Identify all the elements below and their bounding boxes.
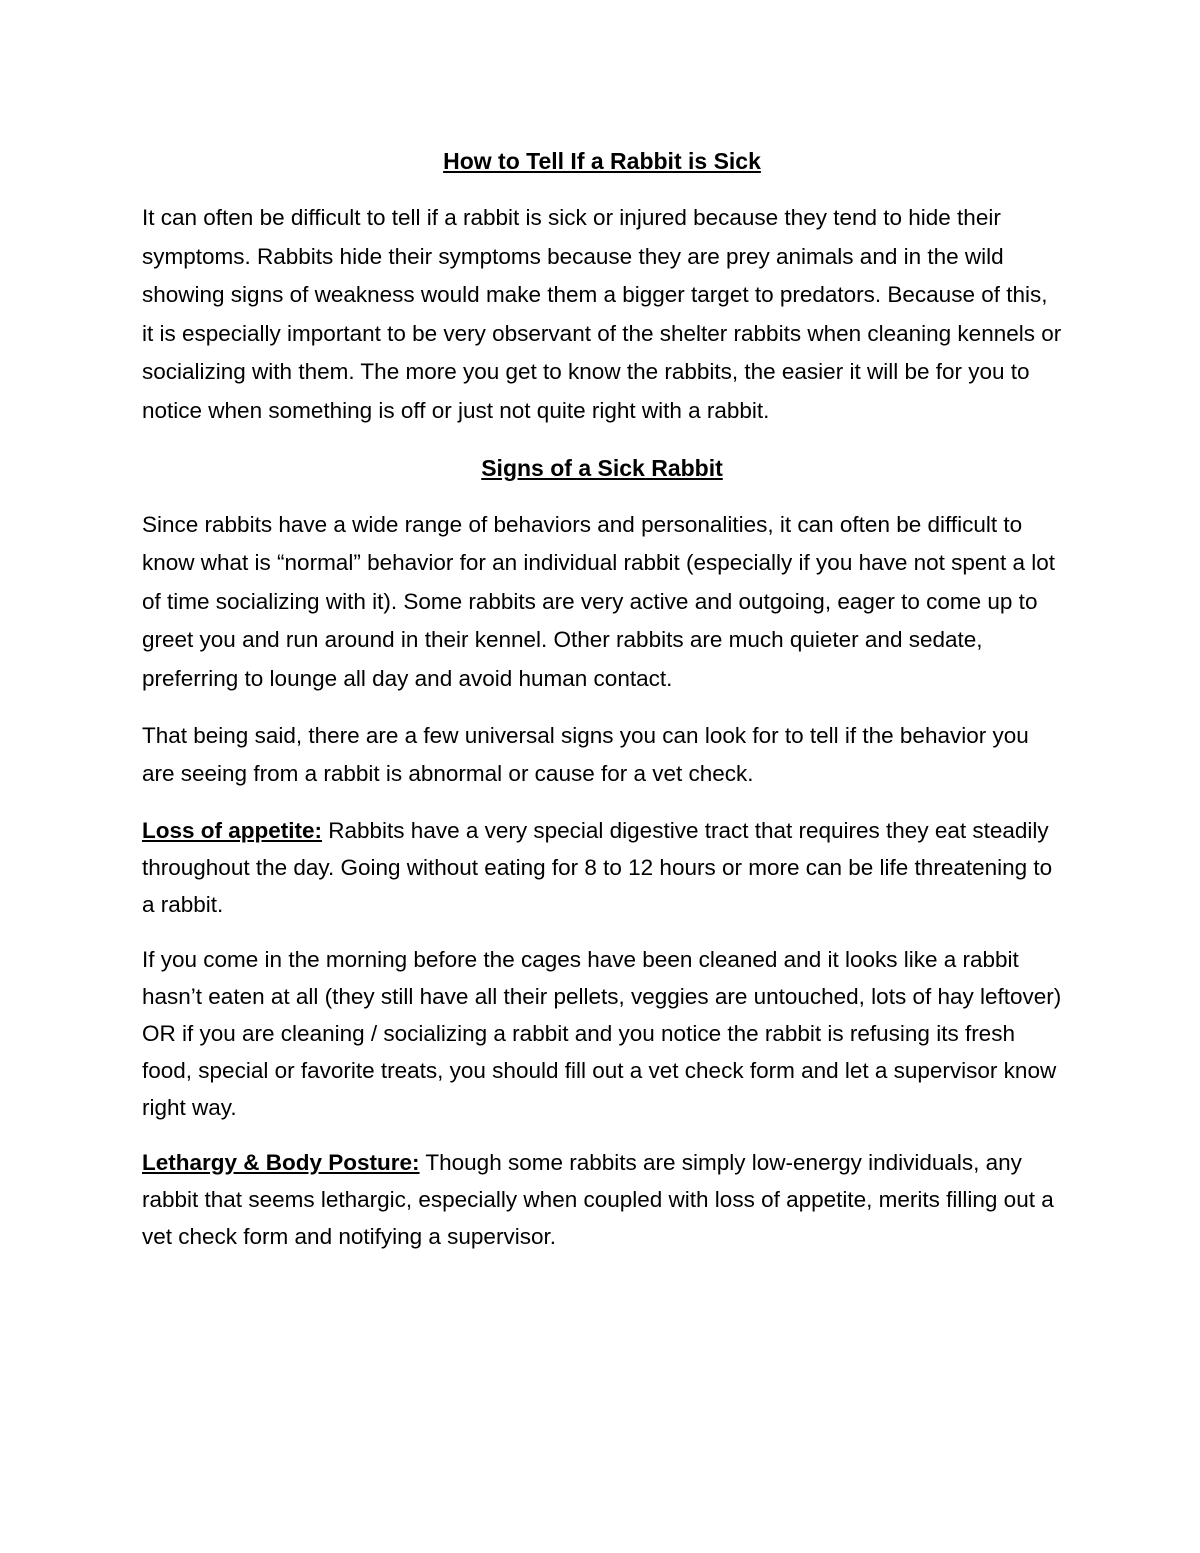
lethargy-paragraph xyxy=(142,1144,1062,1255)
section-paragraph-behaviors: Since rabbits have a wide range of behaviors and personalities, it can often be difficult to know what is “normal” behavior for an individual rabbit (especially if you have not spent a lot of time socializing with it). Some rabbits are very active and outgoing, eager to come up to greet you and run around in their kennel. Other rabbits are much quieter and sedate, preferring to lounge all day and avoid human contact. xyxy=(142,511,1055,691)
section-heading: Signs of a Sick Rabbit xyxy=(481,454,723,481)
document-title: How to Tell If a Rabbit is Sick xyxy=(443,148,761,174)
intro-paragraph: It can often be difficult to tell if a rabbit is sick or injured because they tend to hide their symptoms. Rabbits hide their symptoms because they are prey animals and in the wild showing signs of weakness would make them a bigger target to predators. Because of this, it is especially important to be very observant of the shelter rabbits when cleaning kennels or socializing with them. The more you get to know the rabbits, the easier it will be for you to notice when something is off or just not quite right with a rabbit. xyxy=(142,205,1062,423)
appetite-term: Loss of appetite: xyxy=(142,817,323,843)
document-body xyxy=(142,142,1062,1273)
appetite-followup-paragraph: If you come in the morning before the cages have been cleaned and it looks like a rabbit hasn’t eaten at all (they still have all their pellets, veggies are untouched, lots of hay leftover) OR if you are cleaning / socializing a rabbit and you notice the rabbit is refusing its fresh food, special or favorite treats, you should fill out a vet check form and let a supervisor know right way. xyxy=(142,946,1062,1120)
lethargy-term: Lethargy & Body Posture: xyxy=(142,1149,420,1175)
section-paragraph-universal-signs: That being said, there are a few universal signs you can look for to tell if the behavior you are seeing from a rabbit is abnormal or cause for a vet check. xyxy=(142,722,1029,787)
appetite-paragraph xyxy=(142,812,1062,923)
lethargy-text: Though some rabbits are simply low-energy individuals, any rabbit that seems lethargic, especially when coupled with loss of appetite, merits filling out a vet check form and notifying a supervisor. xyxy=(142,1149,1054,1249)
appetite-text: Rabbits have a very special digestive tract that requires they eat steadily throughout the day. Going without eating for 8 to 12 hours or more can be life threatening to a rabbit. xyxy=(142,817,1053,917)
